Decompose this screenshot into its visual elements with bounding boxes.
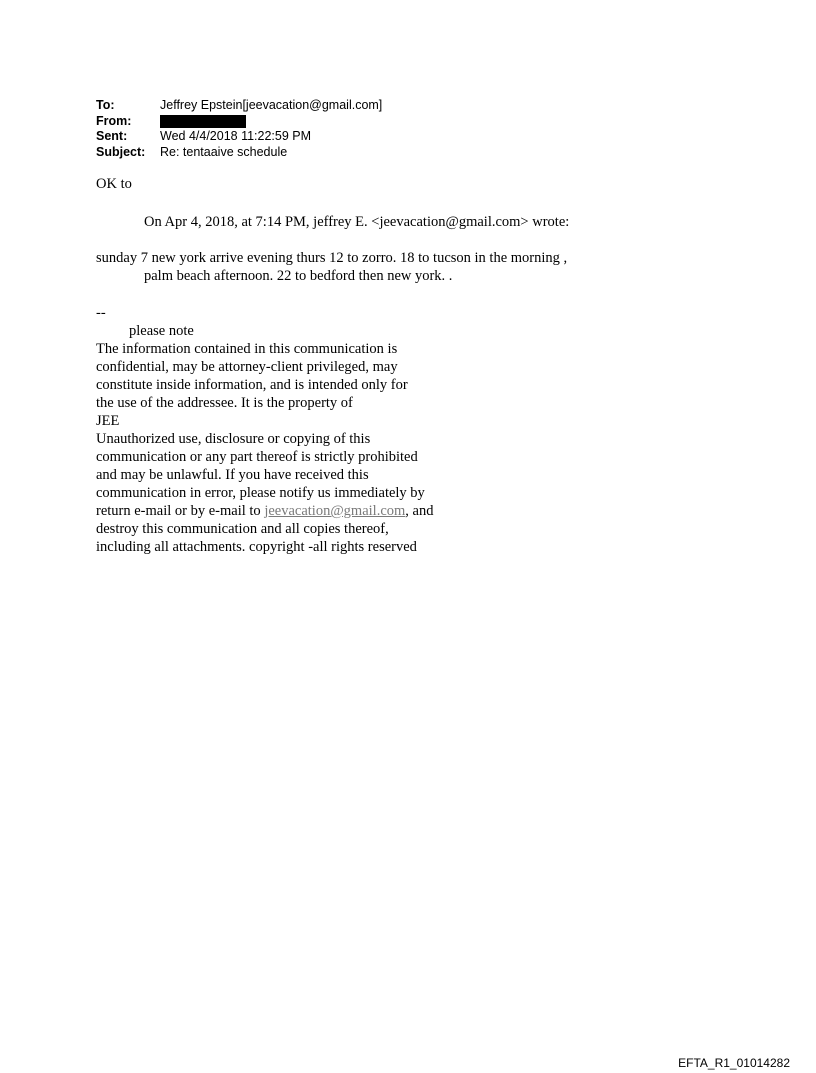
disclaimer — [96, 340, 516, 556]
schedule-line-1: sunday 7 new york arrive evening thurs 12 to zorro. 18 to tucson in the morning , — [96, 250, 568, 266]
disclaimer-line: JEE — [96, 413, 120, 429]
disclaimer-line: confidential, may be attorney-client privileged, may — [96, 359, 398, 375]
return-prefix: return e-mail or by e-mail to — [96, 503, 265, 519]
reply-text: OK to — [96, 176, 132, 192]
return-suffix: , and — [405, 503, 434, 519]
disclaimer-line: Unauthorized use, disclosure or copying of this — [96, 431, 371, 447]
document-id: EFTA_R1_01014282 — [678, 1056, 790, 1070]
subject-value: Re: tentaaive schedule — [160, 144, 288, 159]
from-redaction-block — [160, 115, 246, 128]
sent-row — [96, 129, 382, 145]
disclaimer-line: The information contained in this communication is — [96, 341, 398, 357]
please-note: please note — [129, 323, 194, 339]
schedule-line-2: palm beach afternoon. 22 to bedford then new york. . — [144, 268, 453, 284]
disclaimer-line: communication or any part thereof is strictly prohibited — [96, 449, 418, 465]
to-value: Jeffrey Epstein[jeevacation@gmail.com] — [160, 98, 383, 112]
sent-label: Sent: — [96, 129, 128, 143]
to-label: To: — [96, 98, 115, 112]
email-header — [96, 98, 382, 160]
schedule-text — [96, 249, 676, 285]
disclaimer-line: constitute inside information, and is intended only for — [96, 377, 408, 393]
subject-row — [96, 145, 382, 161]
disclaimer-line: including all attachments. copyright -all rights reserved — [96, 539, 417, 555]
to-row — [96, 98, 382, 114]
from-row — [96, 114, 382, 130]
disclaimer-line: and may be unlawful. If you have received this — [96, 467, 369, 483]
disclaimer-line: communication in error, please notify us immediately by — [96, 485, 425, 501]
quote-header: On Apr 4, 2018, at 7:14 PM, jeffrey E. <jeevacation@gmail.com> wrote: — [144, 214, 570, 230]
disclaimer-return-line — [96, 502, 516, 520]
disclaimer-line: the use of the addressee. It is the property of — [96, 395, 353, 411]
from-label: From: — [96, 113, 132, 128]
disclaimer-line: destroy this communication and all copies thereof, — [96, 521, 389, 537]
email-link[interactable]: jeevacation@gmail.com — [264, 503, 406, 519]
subject-label: Subject: — [96, 144, 146, 159]
sent-value: Wed 4/4/2018 11:22:59 PM — [160, 129, 312, 143]
signature-separator: -- — [96, 305, 106, 321]
